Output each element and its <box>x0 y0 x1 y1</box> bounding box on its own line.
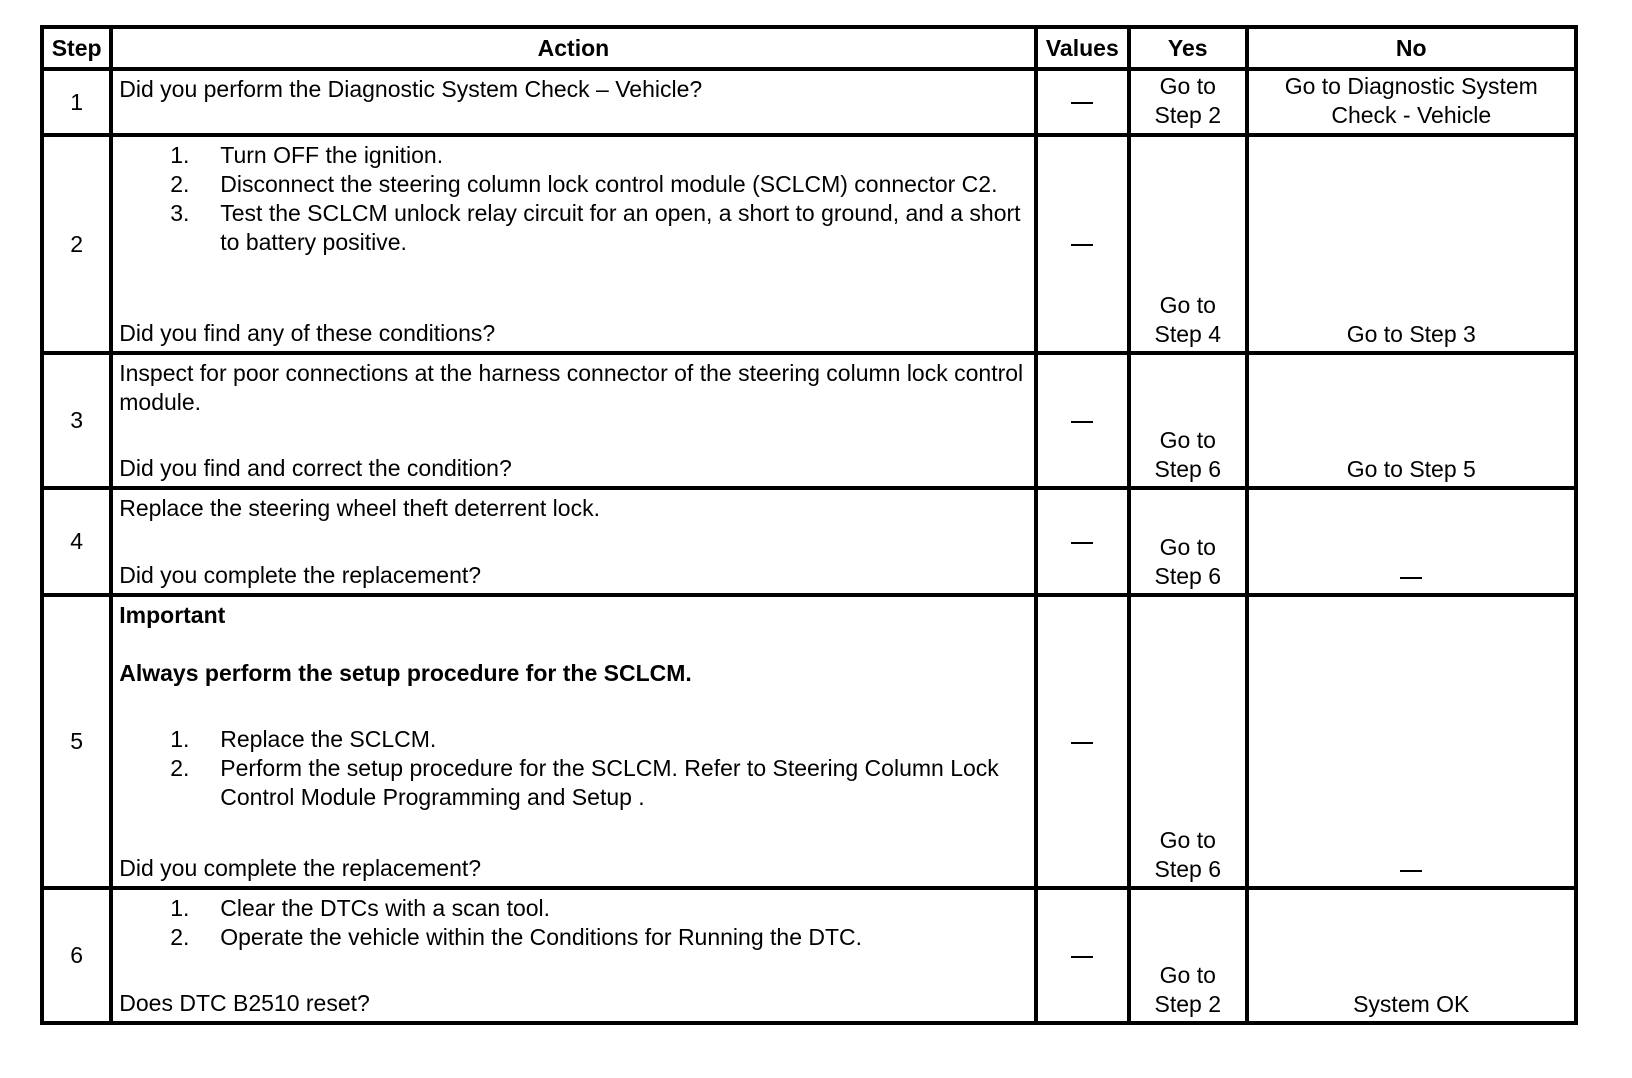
yes-cell <box>1129 488 1247 595</box>
table-row <box>42 69 1576 135</box>
dash-mark <box>1071 542 1093 544</box>
dash-mark <box>1071 244 1093 246</box>
no-cell <box>1247 135 1576 353</box>
procedure-list <box>119 141 1029 257</box>
step-number: 6 <box>42 888 111 1023</box>
no-text: Go to Step 5 <box>1346 456 1476 482</box>
yes-cell <box>1129 595 1247 888</box>
no-cell <box>1247 888 1576 1023</box>
table-row <box>42 488 1576 595</box>
question-text: Did you complete the replacement? <box>119 562 482 588</box>
header-row <box>42 27 1576 69</box>
step-number: 4 <box>42 488 111 595</box>
action-cell <box>111 353 1035 488</box>
dash-mark <box>1071 742 1093 744</box>
values-cell <box>1036 353 1129 488</box>
header-step: Step <box>42 27 111 69</box>
dash-mark <box>1071 421 1093 423</box>
values-cell <box>1036 595 1129 888</box>
no-text: System OK <box>1353 991 1470 1017</box>
values-cell <box>1036 69 1129 135</box>
list-item: 1. Turn OFF the ignition. <box>170 142 444 168</box>
no-cell <box>1247 595 1576 888</box>
question-text: Did you find any of these conditions? <box>119 320 496 346</box>
step-number: 2 <box>42 135 111 353</box>
yes-text: Go to Step 6 <box>1154 534 1221 589</box>
table-row <box>42 135 1576 353</box>
table-row <box>42 353 1576 488</box>
yes-text: Go to Step 6 <box>1154 827 1221 882</box>
procedure-list <box>119 894 1029 952</box>
header-yes: Yes <box>1129 27 1247 69</box>
no-cell <box>1247 488 1576 595</box>
step-number: 5 <box>42 595 111 888</box>
yes-cell <box>1129 135 1247 353</box>
table-row <box>42 595 1576 888</box>
dash-mark <box>1071 102 1093 104</box>
values-cell <box>1036 488 1129 595</box>
no-cell <box>1247 69 1576 135</box>
header-no: No <box>1247 27 1576 69</box>
action-cell <box>111 69 1035 135</box>
yes-cell <box>1129 353 1247 488</box>
list-item: 1. Clear the DTCs with a scan tool. <box>170 895 551 921</box>
header-action: Action <box>111 27 1035 69</box>
question-text: Did you complete the replacement? <box>119 855 482 881</box>
yes-text: Go to Step 6 <box>1154 427 1221 482</box>
important-text: Always perform the setup procedure for the SCLCM. <box>119 660 692 686</box>
action-cell <box>111 135 1035 353</box>
no-text: Go to Step 3 <box>1346 321 1476 347</box>
list-item: 2. Perform the setup procedure for the SCLCM. Refer to Steering Column Lock Control Module Programming and Setup . <box>170 755 999 810</box>
action-cell <box>111 595 1035 888</box>
action-cell <box>111 888 1035 1023</box>
yes-text: Go to Step 2 <box>1154 962 1221 1017</box>
yes-text: Go to Step 4 <box>1154 292 1221 347</box>
procedure-list <box>119 725 1029 812</box>
no-cell <box>1247 353 1576 488</box>
question-text: Did you find and correct the condition? <box>119 455 512 481</box>
important-label: Important <box>119 602 226 628</box>
dash-mark <box>1400 870 1422 872</box>
step-number: 1 <box>42 69 111 135</box>
list-item: 3. Test the SCLCM unlock relay circuit for an open, a short to ground, and a short to battery positive. <box>170 200 1021 255</box>
values-cell <box>1036 888 1129 1023</box>
no-text: Go to Diagnostic System Check - Vehicle <box>1284 73 1538 128</box>
dash-mark <box>1071 956 1093 958</box>
table-row <box>42 888 1576 1023</box>
yes-cell <box>1129 888 1247 1023</box>
question-text: Does DTC B2510 reset? <box>119 990 370 1016</box>
yes-text: Go to Step 2 <box>1154 73 1221 128</box>
list-item: 2. Disconnect the steering column lock control module (SCLCM) connector C2. <box>170 171 998 197</box>
step-number: 3 <box>42 353 111 488</box>
list-item: 1. Replace the SCLCM. <box>170 726 437 752</box>
instruction-text: Inspect for poor connections at the harness connector of the steering column lock control module. <box>119 360 1024 415</box>
header-values: Values <box>1036 27 1129 69</box>
action-cell <box>111 488 1035 595</box>
dash-mark <box>1400 577 1422 579</box>
instruction-text: Replace the steering wheel theft deterrent lock. <box>119 495 600 521</box>
diagnostic-table <box>40 25 1578 1025</box>
question-text: Did you perform the Diagnostic System Check – Vehicle? <box>119 76 703 102</box>
yes-cell <box>1129 69 1247 135</box>
list-item: 2. Operate the vehicle within the Conditions for Running the DTC. <box>170 924 863 950</box>
values-cell <box>1036 135 1129 353</box>
